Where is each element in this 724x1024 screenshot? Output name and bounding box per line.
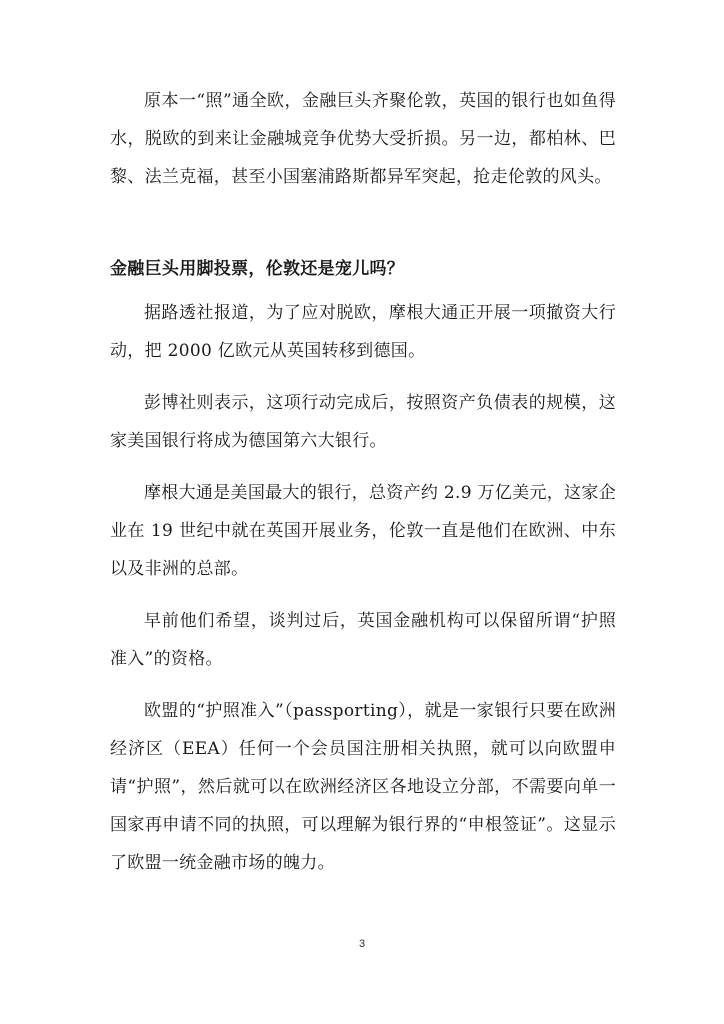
page-number: 3	[358, 938, 366, 950]
intro-paragraph: 原本一“照”通全欧，金融巨头齐聚伦敦，英国的银行也如鱼得水，脱欧的到来让金融城竞争优势大受折损。另一边，都柏林、巴黎、法兰克福，甚至小国塞浦路斯都异军突起，抢走伦敦的风头。	[110, 91, 616, 187]
body-paragraph-2: 彭博社则表示，这项行动完成后，按照资产负债表的规模，这家美国银行将成为德国第六大银行。	[110, 393, 616, 451]
body-paragraph-1: 据路透社报道，为了应对脱欧，摩根大通正开展一项撤资大行动，把 2000 亿欧元从英国转移到德国。	[110, 303, 616, 361]
section-heading: 金融巨头用脚投票，伦敦还是宠儿吗？	[110, 259, 405, 279]
body-paragraph-5: 欧盟的“护照准入”（passporting），就是一家银行只要在欧洲经济区（EEA）任何一个会员国注册相关执照，就可以向欧盟申请“护照”，然后就可以在欧洲经济区各地设立分部，不需要向单一国家再申请不同的执照，可以理解为银行界的“申根签证”。这显示了欧盟一统金融市场的魄力。	[110, 701, 616, 873]
body-paragraph-4: 早前他们希望，谈判过后，英国金融机构可以保留所谓“护照准入”的资格。	[110, 611, 616, 669]
document-body	[110, 82, 616, 882]
body-paragraph-3: 摩根大通是美国最大的银行，总资产约 2.9 万亿美元，这家企业在 19 世纪中就在英国开展业务，伦敦一直是他们在欧洲、中东以及非洲的总部。	[110, 483, 616, 579]
